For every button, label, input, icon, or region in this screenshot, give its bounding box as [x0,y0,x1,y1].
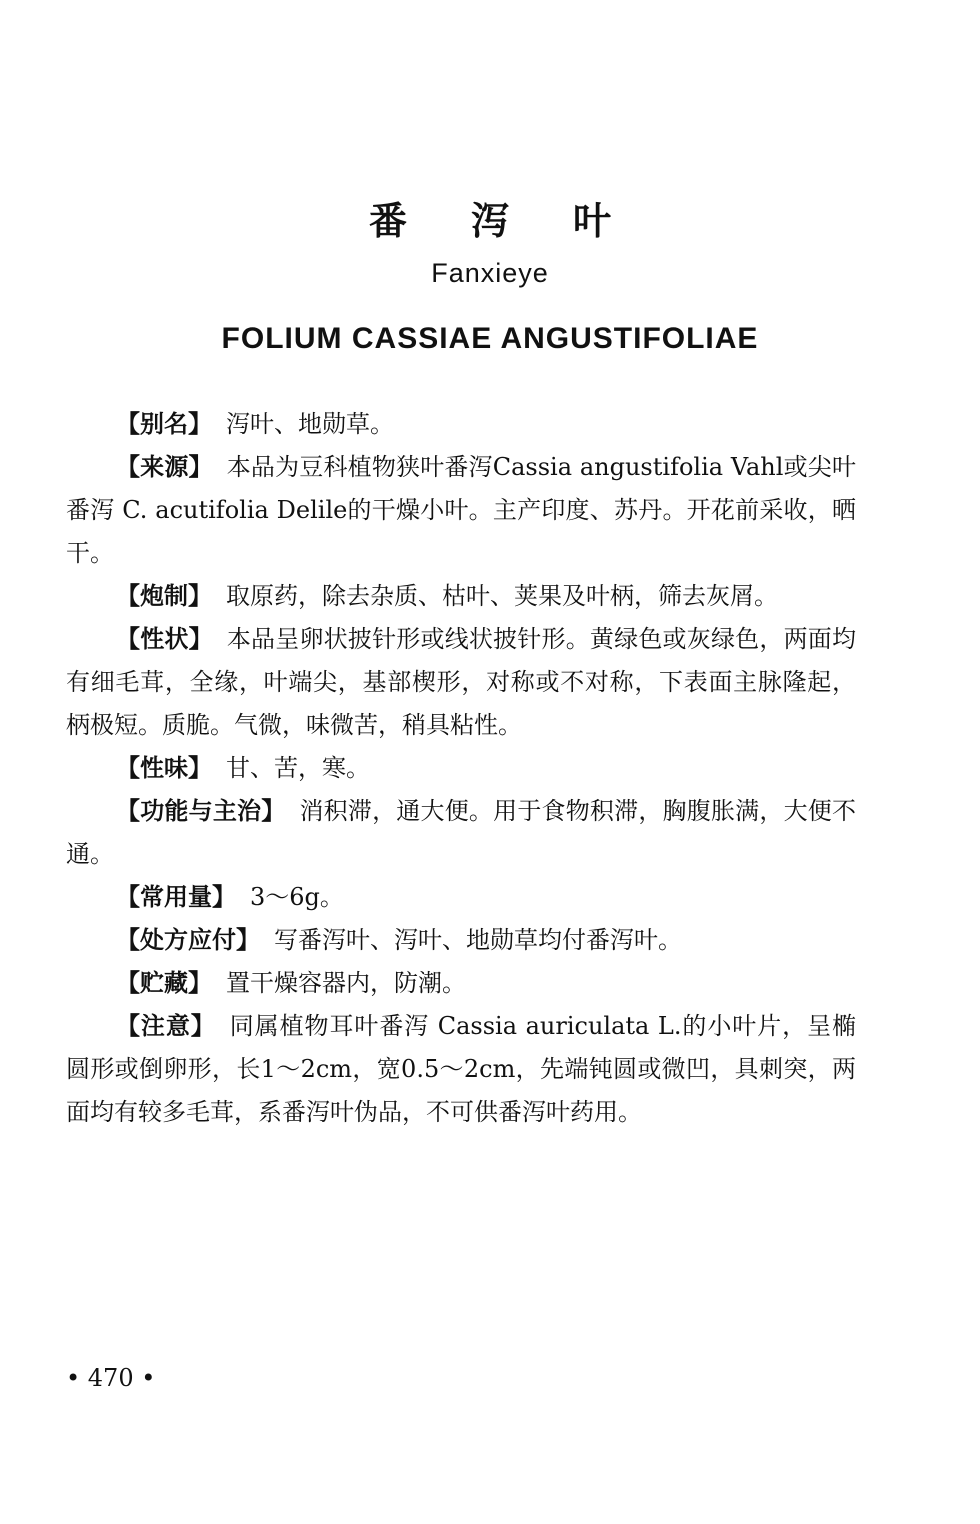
title-pinyin: Fanxieye [431,258,549,288]
entry-label: 【性味】 [116,754,212,782]
entry-text: 甘、苦，寒。 [226,754,370,782]
entry-text: 取原药，除去杂质、枯叶、荚果及叶柄，筛去灰屑。 [226,582,778,610]
entry-characteristics [66,618,856,747]
title-chinese: 番泻叶 [368,199,675,243]
entry-label: 【功能与主治】 [116,797,286,825]
entry-text: 同属植物耳叶番泻 Cassia auriculata L.的小叶片，呈椭圆形或倒卵形，长1～2cm，宽0.5～2cm，先端钝圆或微凹，具刺突，两面均有较多毛茸，系番泻叶伪品，不可供番泻叶药用。 [66,1012,856,1126]
entry-label: 【处方应付】 [116,926,260,954]
entry-source [66,446,856,575]
page-number: • 470 • [66,1364,156,1392]
entry-storage [66,962,856,1005]
entry-function [66,790,856,876]
entry-text: 本品为豆科植物狭叶番泻Cassia angustifolia Vahl或尖叶番泻 C. acutifolia Delile的干燥小叶。主产印度、苏丹。开花前采收，晒干。 [66,453,856,567]
entry-label: 【注意】 [116,1012,216,1040]
entry-text: 3～6g。 [250,883,344,911]
entry-label: 【来源】 [116,453,213,481]
entry-label: 【性状】 [116,625,213,653]
entry-label: 【别名】 [116,410,212,438]
title-latin: FOLIUM CASSIAE ANGUSTIFOLIAE [221,322,759,355]
entry-text: 置干燥容器内，防潮。 [226,969,466,997]
entry-label: 【贮藏】 [116,969,212,997]
entry-text: 写番泻叶、泻叶、地勋草均付番泻叶。 [274,926,682,954]
entry-alias [66,403,856,446]
entry-prescription [66,919,856,962]
entry-text: 本品呈卵状披针形或线状披针形。黄绿色或灰绿色，两面均有细毛茸，全缘，叶端尖，基部楔形，对称或不对称，下表面主脉隆起，柄极短。质脆。气微，味微苦，稍具粘性。 [66,625,856,739]
entry-label: 【炮制】 [116,582,212,610]
entry-text: 消积滞，通大便。用于食物积滞，胸腹胀满，大便不通。 [66,797,857,868]
entry-processing [66,575,856,618]
monograph-body [66,403,856,1134]
entry-taste [66,747,856,790]
entry-dosage [66,876,856,919]
entry-label: 【常用量】 [116,883,236,911]
entry-caution [66,1005,856,1134]
entry-text: 泻叶、地勋草。 [226,410,394,438]
